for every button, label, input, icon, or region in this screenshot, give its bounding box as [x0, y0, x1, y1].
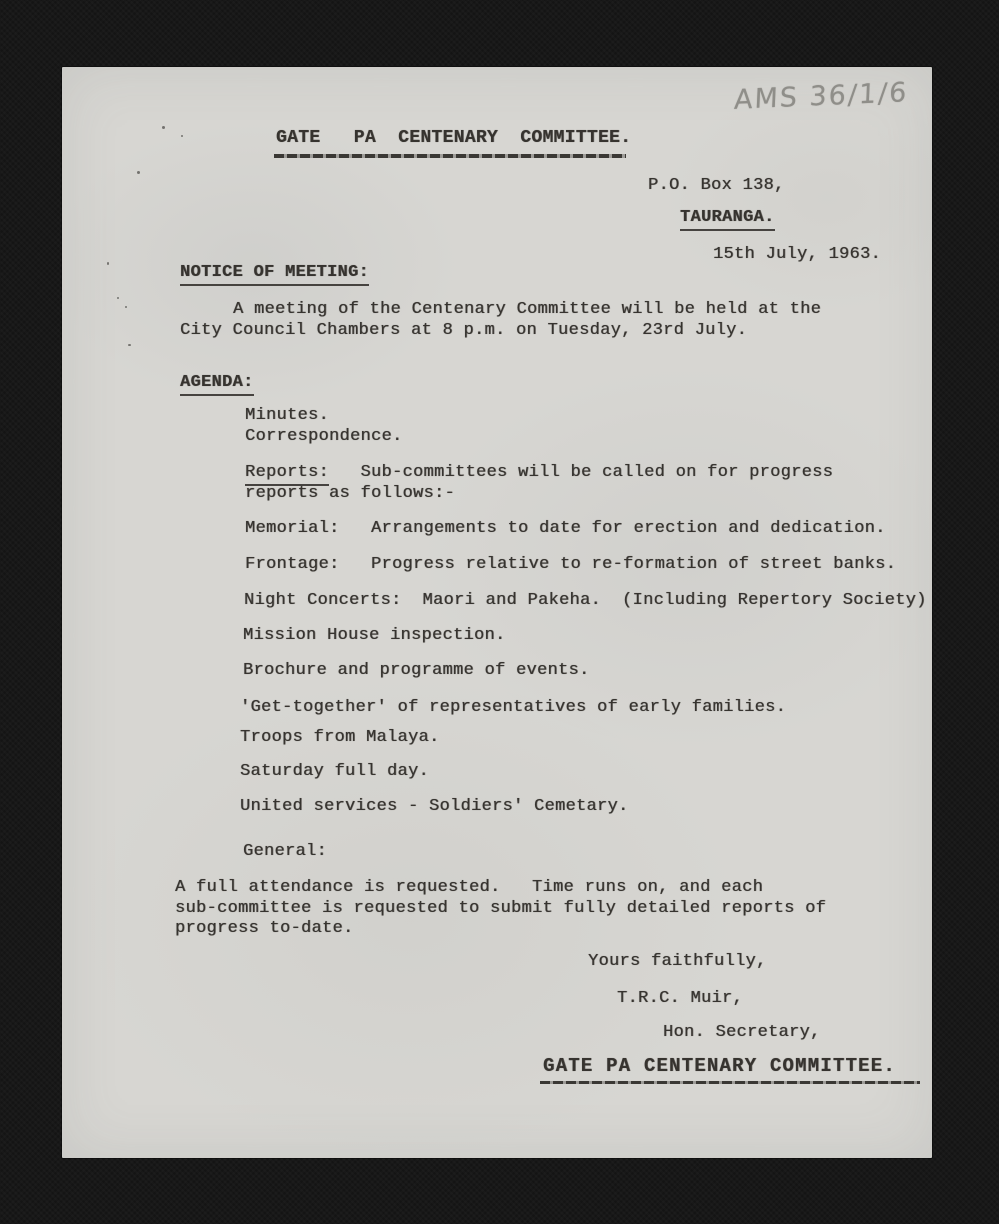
po-box-line: P.O. Box 138,	[648, 176, 785, 195]
closing-line2: sub-committee is requested to submit fully detailed reports of	[175, 899, 827, 918]
notice-body-line1: A meeting of the Centenary Committee will be held at the	[233, 300, 822, 319]
document-page	[62, 67, 932, 1158]
agenda-item-troops: Troops from Malaya.	[240, 728, 440, 747]
ink-speck	[181, 135, 183, 137]
agenda-item-frontage: Frontage: Progress relative to re-formation of street banks.	[245, 555, 897, 574]
ink-speck	[107, 262, 109, 265]
agenda-item-correspondence: Correspondence.	[245, 427, 403, 446]
agenda-item-reports-line2: reports as follows:-	[245, 484, 456, 503]
notice-heading-text: NOTICE OF MEETING:	[180, 263, 369, 286]
agenda-heading	[180, 373, 254, 392]
ink-speck	[137, 171, 140, 174]
ink-speck	[162, 126, 165, 129]
agenda-item-reports	[245, 463, 833, 482]
place-text: TAURANGA.	[680, 208, 775, 231]
footer-organisation: GATE PA CENTENARY COMMITTEE.	[543, 1055, 896, 1077]
notice-heading	[180, 263, 369, 282]
reports-label: Reports:	[245, 463, 329, 486]
agenda-item-memorial: Memorial: Arrangements to date for erection and dedication.	[245, 519, 886, 538]
agenda-item-brochure: Brochure and programme of events.	[243, 661, 590, 680]
agenda-item-night-concerts: Night Concerts: Maori and Pakeha. (Including Repertory Society)	[244, 591, 927, 610]
agenda-item-minutes: Minutes.	[245, 406, 330, 425]
agenda-item-get-together: 'Get-together' of representatives of early families.	[240, 698, 787, 717]
ink-speck	[125, 306, 127, 308]
ink-speck	[117, 297, 119, 299]
archive-reference-annotation: AMS 36/1/6	[733, 77, 910, 116]
footer-underline	[540, 1081, 920, 1084]
document-title: GATE PA CENTENARY COMMITTEE.	[276, 128, 632, 148]
notice-body-line2: City Council Chambers at 8 p.m. on Tuesday, 23rd July.	[180, 321, 748, 340]
agenda-item-united-services: United services - Soldiers' Cemetary.	[240, 797, 629, 816]
signatory-role: Hon. Secretary,	[663, 1023, 821, 1042]
closing-line3: progress to-date.	[175, 919, 354, 938]
closing-line1: A full attendance is requested. Time runs on, and each	[175, 878, 764, 897]
reports-text: Sub-committees will be called on for progress	[329, 463, 834, 482]
agenda-heading-text: AGENDA:	[180, 373, 254, 396]
agenda-item-general: General:	[243, 842, 328, 861]
signatory-name: T.R.C. Muir,	[617, 989, 744, 1008]
date-line: 15th July, 1963.	[713, 245, 882, 264]
title-underline	[274, 154, 626, 158]
place-line	[680, 208, 775, 227]
ink-speck	[128, 344, 131, 346]
agenda-item-mission-house: Mission House inspection.	[243, 626, 506, 645]
agenda-item-saturday: Saturday full day.	[240, 762, 430, 781]
valediction: Yours faithfully,	[588, 952, 767, 971]
